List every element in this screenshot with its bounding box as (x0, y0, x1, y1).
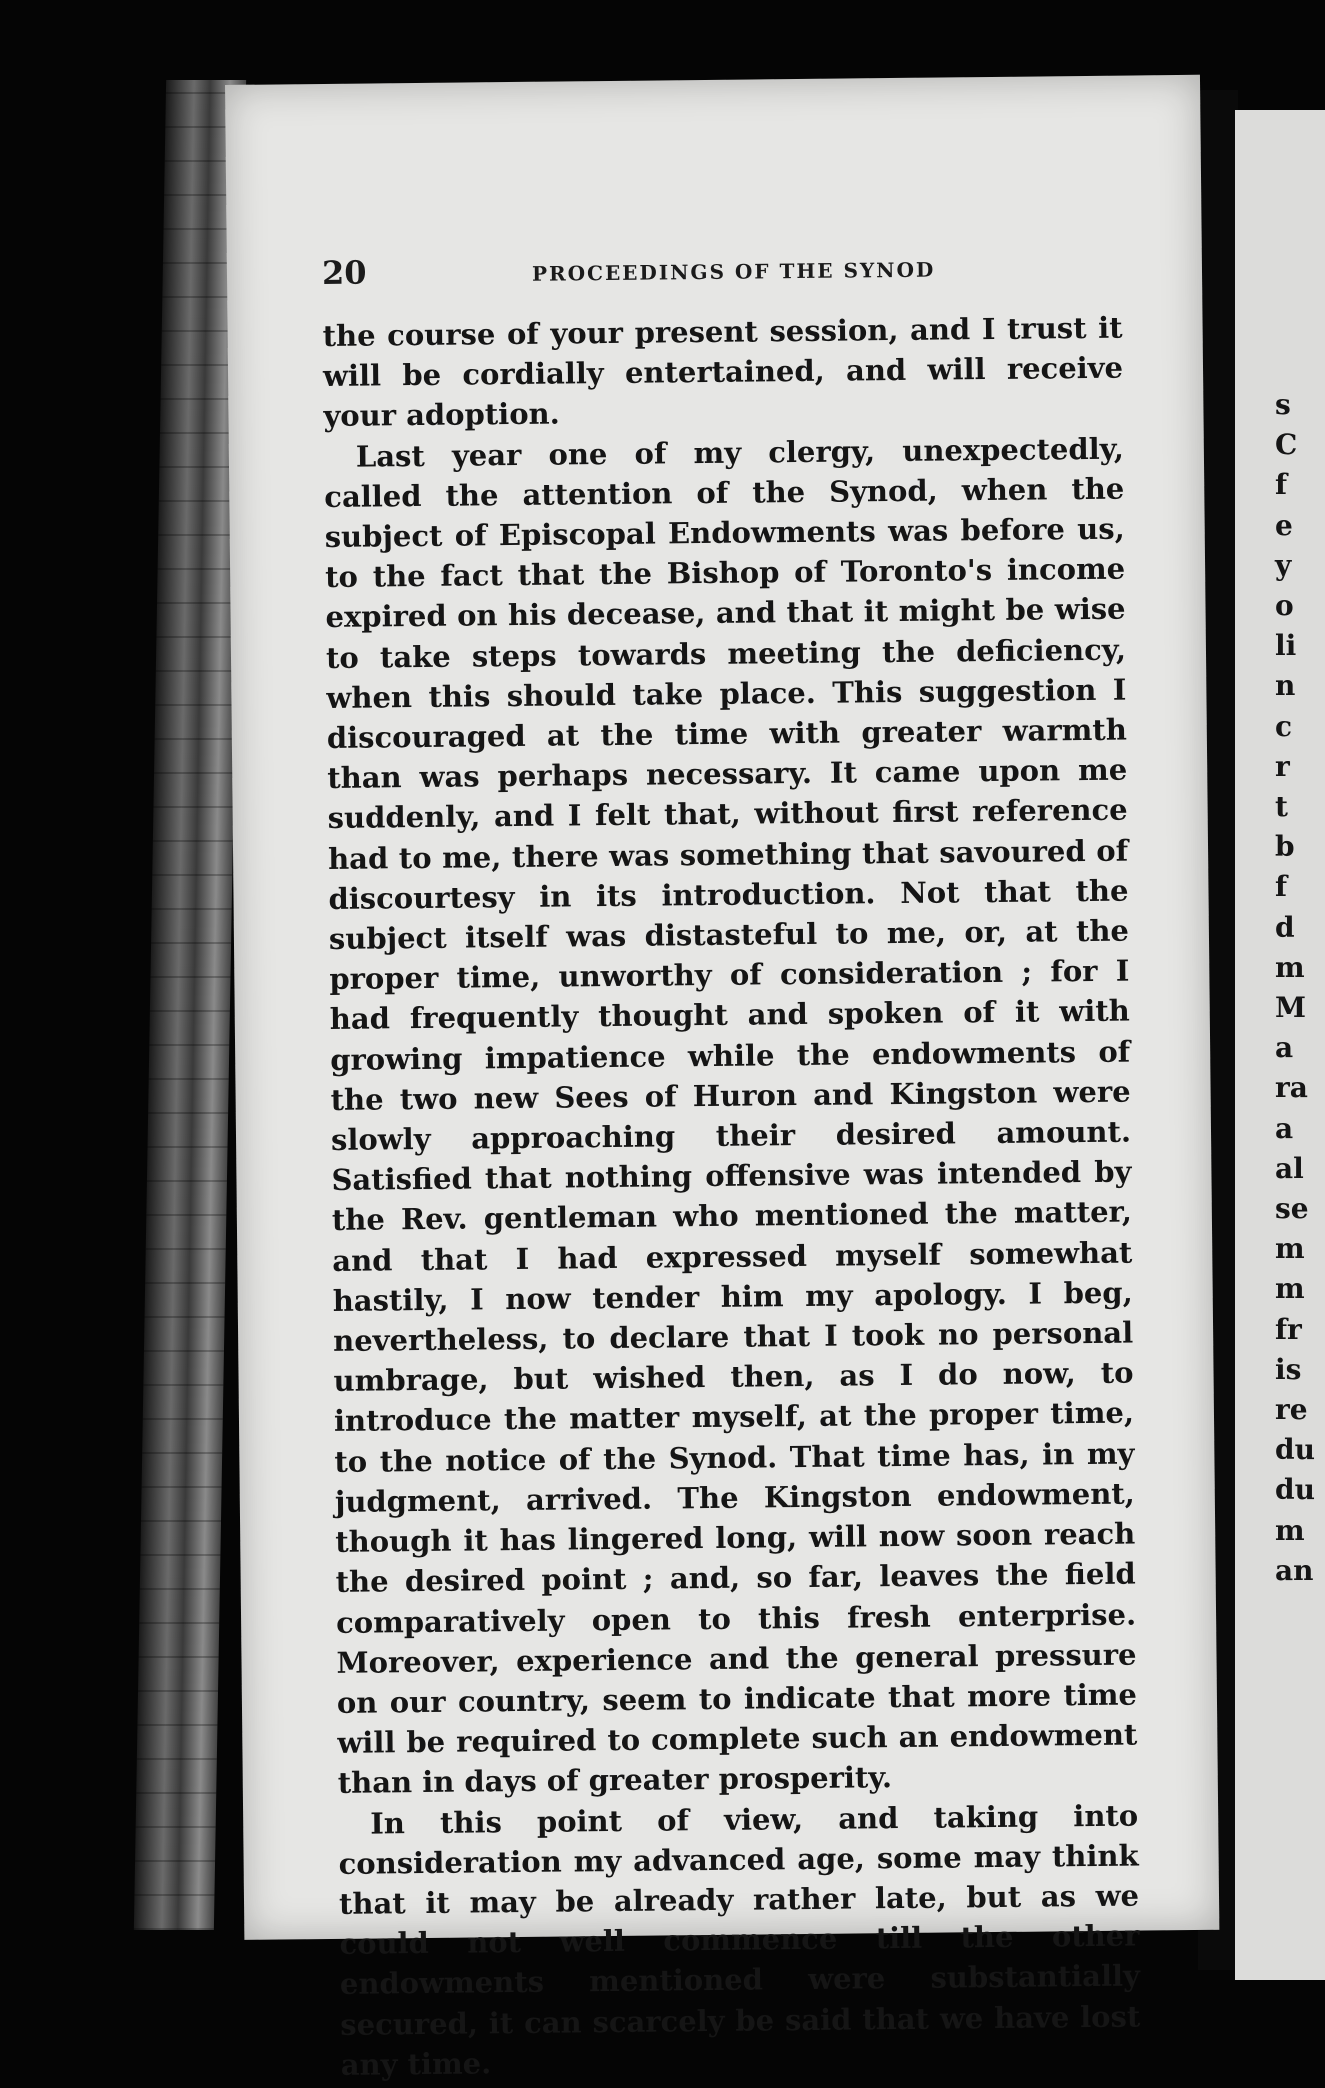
page-number: 20 (321, 253, 367, 292)
paragraph: In this point of view, and taking into consideration my advanced age, some may think that it may be already rather late, but as we could not well commence till the other endowments mentioned were substantially secured, it can scarcely be said that we have lost any time. (338, 1798, 1141, 2082)
body-text (322, 308, 1140, 2085)
facing-page-edge-text: s C f e y o li n c r t b f d m M a ra a al se m m fr is re du du m an (1275, 388, 1315, 1587)
book-page (225, 75, 1219, 2082)
running-title: PROCEEDINGS OF THE SYNOD (531, 257, 936, 286)
paragraph: Last year one of my clergy, unexpectedly, called the attention of the Synod, when the subject of Episcopal Endowments was before us, to the fact that the Bishop of Toronto's income expired on his decease, and that it might be wise to take steps towards meeting the deficiency, when this should take place. This suggestion I discouraged at the time with greater warmth than was perhaps necessary. It came upon me suddenly, and I felt that, without first reference had to me, there was something that savoured of discourtesy in its introduction. Not that the subject itself was distasteful to me, or, at the proper time, unworthy of consideration ; for I had frequently thought and spoken of it with growing impatience while the endowments of the two new Sees of Huron and Kingston were slowly approaching their desired amount. Satisfied that nothing offensive was intended by the Rev. gentleman who mentioned the matter, and that I had expressed myself somewhat hastily, I now tender him my apology. I beg, nevertheless, to declare that I took no personal umbrage, but wished then, as I do now, to introduce the matter myself, at the proper time, to the notice of the Synod. That time has, in my judgment, arrived. The Kingston endowment, though it has lingered long, will now soon reach the desired point ; and, so far, leaves the field comparatively open to this fresh enterprise. Moreover, experience and the general pressure on our country, seem to indicate that more time will be required to complete such an endowment than in days of greater prosperity. (324, 431, 1138, 1801)
paragraph: the course of your present session, and I trust it will be cordially entertained, and will receive your adoption. (322, 310, 1124, 434)
page-header (322, 245, 1182, 294)
